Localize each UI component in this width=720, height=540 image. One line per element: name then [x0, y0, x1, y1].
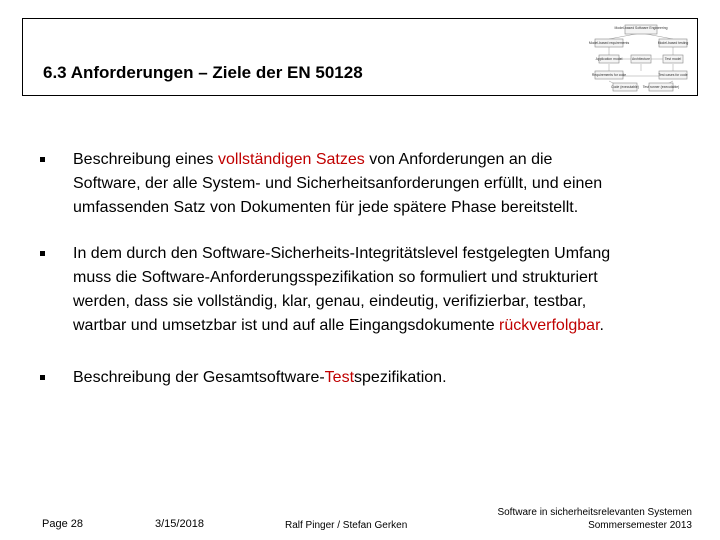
svg-text:Requirements for code: Requirements for code — [591, 73, 627, 77]
diagram-node-testing — [658, 39, 689, 47]
footer-course-info — [497, 506, 692, 532]
model-based-engineering-diagram — [587, 23, 695, 93]
svg-text:Architecture: Architecture — [631, 57, 651, 61]
bullet-marker — [40, 157, 45, 162]
bullet-text — [73, 242, 688, 338]
svg-text:Model-based testing: Model-based testing — [657, 41, 689, 45]
bullet-text — [73, 148, 688, 220]
svg-text:Model-based requirements: Model-based requirements — [588, 41, 630, 45]
highlight-text: rückverfolgbar — [499, 317, 600, 334]
bullet-text — [73, 366, 688, 390]
footer-date: 3/15/2018 — [155, 518, 204, 530]
footer-course-title: Software in sicherheitsrelevanten Systemen — [497, 507, 692, 518]
svg-text:Code (executable): Code (executable) — [611, 85, 639, 89]
bullet-line: muss die Software-Anforderungsspezifikation so formuliert und strukturiert — [73, 269, 598, 286]
bullet-line: Software, der alle System- und Sicherheitsanforderungen erfüllt, und einen — [73, 175, 603, 192]
svg-text:Model-based Software Engineeri: Model-based Software Engineering — [614, 26, 668, 30]
highlight-text: vollständigen Satzes — [217, 151, 365, 168]
page-title: 6.3 Anforderungen – Ziele der EN 50128 — [43, 63, 363, 82]
bullet-marker — [40, 375, 45, 380]
bullet-marker — [40, 251, 45, 256]
svg-text:Test runner (executable): Test runner (executable) — [642, 85, 680, 89]
diagram-node-requirements-code — [592, 71, 626, 79]
highlight-text: Test — [324, 369, 355, 386]
diagram-node-mbse — [615, 25, 668, 34]
footer-authors: Ralf Pinger / Stefan Gerken — [285, 520, 408, 531]
bullet-line: Beschreibung eines vollständigen Satzes von Anforderungen an die — [73, 151, 553, 168]
diagram-node-requirements — [589, 39, 630, 47]
diagram-node-architecture — [631, 55, 651, 63]
bullet-line: Beschreibung der Gesamtsoftware-Testspezifikation. — [73, 369, 447, 386]
bullet-line: umfassenden Satz von Dokumenten für jede spätere Phase bereitstellt. — [73, 199, 579, 216]
bullet-line: werden, dass sie vollständig, klar, genau, eindeutig, verifizierbar, testbar, — [73, 293, 587, 310]
header-box — [22, 18, 698, 96]
footer-semester: Sommersemester 2013 — [588, 520, 692, 531]
svg-text:Application model: Application model — [595, 57, 623, 61]
diagram-node-test-runner — [643, 83, 680, 91]
diagram-node-application-model — [596, 55, 623, 63]
svg-text:Test model: Test model — [664, 57, 682, 61]
svg-text:Test cases for code: Test cases for code — [658, 73, 688, 77]
diagram-node-test-cases — [658, 71, 687, 79]
diagram-node-test-model — [663, 55, 683, 63]
bullet-line: wartbar und umsetzbar ist und auf alle Eingangsdokumente rückverfolgbar. — [73, 317, 604, 334]
bullet-line: In dem durch den Software-Sicherheits-Integritätslevel festgelegten Umfang — [73, 245, 611, 262]
footer-page-number: Page 28 — [42, 518, 83, 530]
diagram-node-code — [611, 83, 639, 91]
